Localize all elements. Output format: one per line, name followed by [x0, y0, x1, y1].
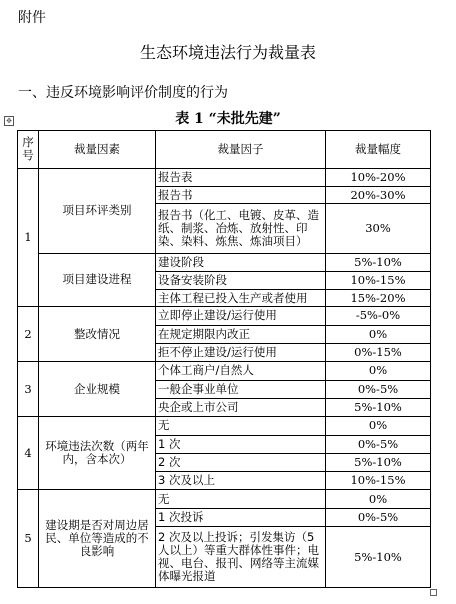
- item-cell: 3 次及以上: [156, 472, 326, 490]
- item-cell: 设备安装阶段: [156, 271, 326, 289]
- range-cell: -5%-0%: [326, 307, 431, 325]
- table-caption: 表 1 “未批先建”: [175, 111, 281, 127]
- factor-cell: 整改情况: [39, 307, 156, 362]
- table-row: [18, 307, 431, 325]
- seq-cell: 5: [18, 490, 39, 588]
- item-cell: 报告表: [156, 168, 326, 186]
- move-handle-icon[interactable]: ✥: [4, 116, 14, 126]
- item-cell: 报告书: [156, 187, 326, 204]
- item-cell: 拒不停止建设/运行使用: [156, 343, 326, 361]
- range-cell: 20%-30%: [326, 187, 431, 204]
- table-header-row: [18, 131, 431, 169]
- table-row: [18, 490, 431, 508]
- factor-cell: 项目建设进程: [39, 253, 156, 307]
- header-range: 裁量幅度: [326, 131, 431, 169]
- seq-cell: 1: [18, 168, 39, 307]
- item-cell: 建设阶段: [156, 253, 326, 271]
- factor-cell: 企业规模: [39, 362, 156, 417]
- item-cell: 无: [156, 490, 326, 508]
- item-cell: 在规定期限内改正: [156, 325, 326, 343]
- item-cell: 无: [156, 417, 326, 435]
- item-cell: 报告书（化工、电镀、皮革、造纸、制浆、冶炼、放射性、印染、染料、炼焦、炼油项目）: [156, 204, 326, 253]
- item-cell: 个体工商户/自然人: [156, 362, 326, 380]
- factor-cell: 环境违法次数（两年内，含本次）: [39, 417, 156, 490]
- range-cell: 10%-20%: [326, 168, 431, 186]
- range-cell: 5%-10%: [326, 253, 431, 271]
- header-item: 裁量因子: [156, 131, 326, 169]
- document-title: 生态环境违法行为裁量表: [139, 43, 316, 62]
- item-cell: 央企或上市公司: [156, 398, 326, 416]
- seq-cell: 4: [18, 417, 39, 490]
- item-cell: 1 次投诉: [156, 508, 326, 526]
- item-cell: 主体工程已投入生产或者使用: [156, 290, 326, 307]
- range-cell: 10%-15%: [326, 472, 431, 490]
- item-cell: 1 次: [156, 435, 326, 453]
- header-factor: 裁量因素: [39, 131, 156, 169]
- range-cell: 5%-10%: [326, 453, 431, 471]
- factor-cell: 项目环评类别: [39, 168, 156, 253]
- table-row: [18, 362, 431, 380]
- item-cell: 2 次: [156, 453, 326, 471]
- range-cell: 0%: [326, 362, 431, 380]
- range-cell: 0%-5%: [326, 508, 431, 526]
- factor-cell: 建设期是否对周边居民、单位等造成的不良影响: [39, 490, 156, 588]
- range-cell: 0%: [326, 490, 431, 508]
- table-row: [18, 168, 431, 186]
- range-cell: 30%: [326, 204, 431, 253]
- seq-cell: 2: [18, 307, 39, 362]
- range-cell: 0%-5%: [326, 435, 431, 453]
- item-cell: 一般企事业单位: [156, 380, 326, 398]
- range-cell: 0%-15%: [326, 343, 431, 361]
- item-cell: 2 次及以上投诉；引发集访（5 人以上）等重大群体性事件；电视、电台、报刊、网络等主流媒体曝光报道: [156, 527, 326, 588]
- item-cell: 立即停止建设/运行使用: [156, 307, 326, 325]
- range-cell: 5%-10%: [326, 527, 431, 588]
- header-seq: 序号: [18, 131, 39, 169]
- table-resize-handle[interactable]: [430, 589, 437, 596]
- section-heading: 一、违反环境影响评价制度的行为: [18, 85, 228, 101]
- range-cell: 10%-15%: [326, 271, 431, 289]
- penalty-table: [17, 130, 430, 588]
- attachment-label: 附件: [18, 10, 46, 26]
- seq-cell: 3: [18, 362, 39, 417]
- table-row: [18, 417, 431, 435]
- table-row: [18, 253, 431, 271]
- range-cell: 0%: [326, 417, 431, 435]
- range-cell: 15%-20%: [326, 290, 431, 307]
- range-cell: 0%-5%: [326, 380, 431, 398]
- range-cell: 0%: [326, 325, 431, 343]
- range-cell: 5%-10%: [326, 398, 431, 416]
